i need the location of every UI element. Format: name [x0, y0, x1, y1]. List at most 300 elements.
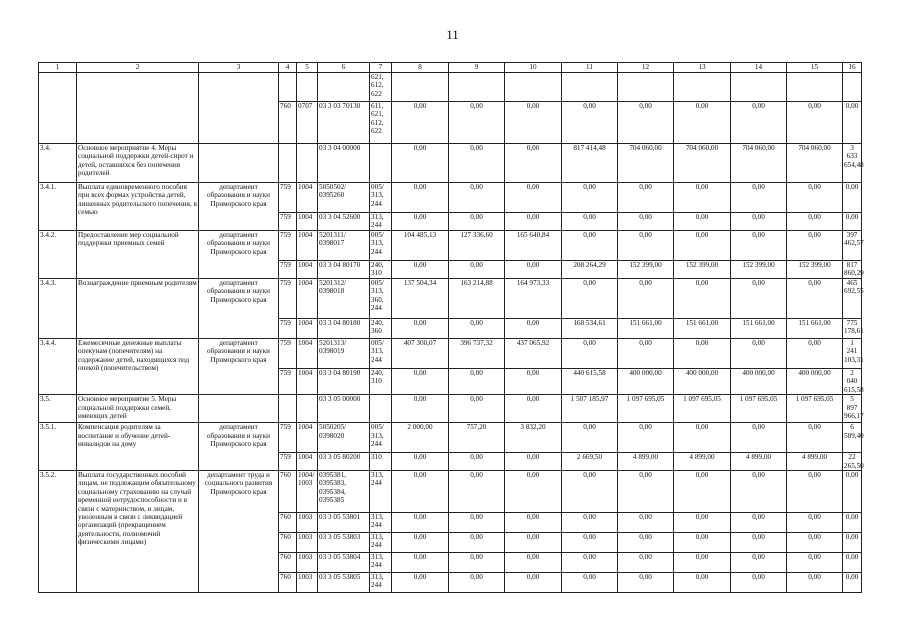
section-code: 1004	[297, 423, 318, 453]
column-number: 2	[77, 63, 199, 73]
grbs-code: 760	[279, 102, 297, 144]
responsible-executor	[199, 73, 279, 144]
year-amount: 400 000,00	[731, 369, 787, 395]
year-amount: 0,00	[449, 553, 505, 573]
year-amount: 1 097 695,05	[618, 395, 674, 423]
total-amount: 0,00	[843, 471, 862, 513]
total-amount: 465 692,55	[843, 279, 862, 319]
year-amount: 0,00	[731, 102, 787, 144]
total-amount: 0,00	[843, 102, 862, 144]
section-code: 1003	[297, 553, 318, 573]
year-amount: 2 000,00	[392, 423, 449, 453]
item-number: 3.5.1.	[39, 423, 77, 471]
item-description: Вознаграждение приемным родителям	[77, 279, 199, 339]
year-amount: 0,00	[618, 533, 674, 553]
year-amount: 0,00	[731, 553, 787, 573]
responsible-executor: департамент труда и социального развития Приморского края	[199, 471, 279, 593]
year-amount	[618, 73, 674, 102]
year-amount: 704 060,00	[618, 144, 674, 183]
grbs-code: 759	[279, 453, 297, 471]
year-amount: 400 000,00	[618, 369, 674, 395]
year-amount: 0,00	[731, 471, 787, 513]
year-amount	[731, 73, 787, 102]
item-description: Компенсация родителям за воспитание и обучение детей-инвалидов на дому	[77, 423, 199, 471]
total-amount: 1 241 103,31	[843, 339, 862, 369]
target-article-code: 03 3 04 80190	[318, 369, 370, 395]
grbs-code: 759	[279, 279, 297, 319]
year-amount: 0,00	[674, 279, 731, 319]
year-amount: 440 615,58	[562, 369, 618, 395]
year-amount: 0,00	[787, 423, 843, 453]
expense-type-code: 313, 244	[370, 573, 392, 593]
section-code	[297, 395, 318, 423]
year-amount: 0,00	[787, 183, 843, 213]
target-article-code: 5201311/ 0398017	[318, 231, 370, 261]
year-amount	[674, 73, 731, 102]
year-amount: 0,00	[618, 573, 674, 593]
item-number: 3.4.4.	[39, 339, 77, 395]
year-amount: 0,00	[731, 231, 787, 261]
year-amount: 0,00	[392, 261, 449, 279]
column-number: 15	[787, 63, 843, 73]
year-amount: 1 097 695,05	[674, 395, 731, 423]
year-amount: 400 000,00	[674, 369, 731, 395]
table-row	[39, 144, 862, 183]
expense-type-code: 313, 244	[370, 513, 392, 533]
column-number: 6	[318, 63, 370, 73]
item-number	[39, 73, 77, 144]
year-amount: 0,00	[731, 279, 787, 319]
grbs-code: 760	[279, 553, 297, 573]
year-amount: 1 097 695,05	[731, 395, 787, 423]
column-number: 10	[505, 63, 562, 73]
year-amount: 704 060,00	[731, 144, 787, 183]
year-amount: 0,00	[618, 513, 674, 533]
section-code	[297, 73, 318, 102]
year-amount: 0,00	[618, 471, 674, 513]
target-article-code: 03 3 04 80180	[318, 319, 370, 339]
year-amount: 4 899,00	[787, 453, 843, 471]
year-amount: 0,00	[618, 213, 674, 231]
grbs-code: 759	[279, 231, 297, 261]
responsible-executor: департамент образования и науки Приморского края	[199, 231, 279, 279]
column-number: 16	[843, 63, 862, 73]
year-amount	[505, 73, 562, 102]
year-amount: 208 264,29	[562, 261, 618, 279]
year-amount: 0,00	[392, 573, 449, 593]
year-amount: 0,00	[449, 183, 505, 213]
year-amount: 0,00	[674, 513, 731, 533]
total-amount	[843, 73, 862, 102]
item-number: 3.4.	[39, 144, 77, 183]
target-article-code: 03 3 03 70130	[318, 102, 370, 144]
year-amount: 151 661,00	[674, 319, 731, 339]
expense-type-code: 005/ 313, 244	[370, 231, 392, 261]
year-amount: 4 899,00	[674, 453, 731, 471]
year-amount: 151 661,00	[618, 319, 674, 339]
grbs-code	[279, 144, 297, 183]
year-amount: 0,00	[731, 183, 787, 213]
year-amount: 0,00	[562, 423, 618, 453]
year-amount: 0,00	[392, 471, 449, 513]
year-amount: 0,00	[449, 513, 505, 533]
target-article-code: 03 3 05 00000	[318, 395, 370, 423]
section-code: 1004	[297, 339, 318, 369]
year-amount: 757,20	[449, 423, 505, 453]
year-amount: 0,00	[787, 533, 843, 553]
section-code: 1004	[297, 319, 318, 339]
grbs-code: 760	[279, 533, 297, 553]
year-amount: 0,00	[618, 231, 674, 261]
year-amount: 0,00	[787, 339, 843, 369]
target-article-code: 03 3 04 00000	[318, 144, 370, 183]
year-amount: 0,00	[787, 231, 843, 261]
year-amount: 137 504,34	[392, 279, 449, 319]
target-article-code: 03 3 05 80200	[318, 453, 370, 471]
year-amount: 0,00	[674, 423, 731, 453]
year-amount: 0,00	[505, 369, 562, 395]
year-amount: 0,00	[731, 423, 787, 453]
year-amount: 396 737,32	[449, 339, 505, 369]
target-article-code: 5050502/ 0395260	[318, 183, 370, 213]
year-amount: 0,00	[562, 471, 618, 513]
target-article-code	[318, 73, 370, 102]
grbs-code	[279, 73, 297, 102]
year-amount: 4 899,00	[731, 453, 787, 471]
item-number: 3.4.2.	[39, 231, 77, 279]
year-amount: 0,00	[505, 573, 562, 593]
grbs-code: 760	[279, 513, 297, 533]
year-amount: 152 399,00	[618, 261, 674, 279]
year-amount: 0,00	[674, 231, 731, 261]
grbs-code: 759	[279, 423, 297, 453]
year-amount: 0,00	[618, 279, 674, 319]
year-amount: 0,00	[392, 513, 449, 533]
year-amount: 0,00	[787, 513, 843, 533]
year-amount: 0,00	[787, 279, 843, 319]
expense-type-code: 005/ 313, 360, 244	[370, 279, 392, 319]
item-description: Выплата государственных пособий лицам, не подлежащим обязательному социальному страхованию на случай временной нетрудоспособности и в связи с материнством, и лицам, уволенным в связи с ликвидацией организаций (прекращением деятельности, полномочий физическими лицами)	[77, 471, 199, 593]
total-amount: 6 589,40	[843, 423, 862, 453]
year-amount: 0,00	[449, 261, 505, 279]
section-code: 1004	[297, 231, 318, 261]
item-description: Предоставление мер социальной поддержки приемных семей	[77, 231, 199, 279]
year-amount: 0,00	[505, 144, 562, 183]
year-amount: 0,00	[618, 553, 674, 573]
year-amount: 0,00	[505, 513, 562, 533]
year-amount: 0,00	[787, 573, 843, 593]
section-code: 1003	[297, 513, 318, 533]
grbs-code: 759	[279, 319, 297, 339]
section-code: 1004/ 1003	[297, 471, 318, 513]
total-amount: 0,00	[843, 573, 862, 593]
section-code: 1004	[297, 213, 318, 231]
year-amount: 0,00	[505, 102, 562, 144]
year-amount: 407 300,07	[392, 339, 449, 369]
section-code: 1004	[297, 279, 318, 319]
year-amount: 151 661,00	[787, 319, 843, 339]
year-amount: 0,00	[731, 573, 787, 593]
year-amount: 0,00	[562, 513, 618, 533]
section-code: 1003	[297, 533, 318, 553]
year-amount: 0,00	[449, 453, 505, 471]
year-amount: 3 832,20	[505, 423, 562, 453]
grbs-code: 759	[279, 339, 297, 369]
table-row	[39, 183, 862, 213]
year-amount: 164 973,33	[505, 279, 562, 319]
column-number: 1	[39, 63, 77, 73]
year-amount: 0,00	[449, 533, 505, 553]
year-amount: 1 097 695,05	[787, 395, 843, 423]
year-amount: 704 060,00	[787, 144, 843, 183]
total-amount: 775 178,61	[843, 319, 862, 339]
year-amount: 400 000,00	[787, 369, 843, 395]
section-code: 0707	[297, 102, 318, 144]
year-amount: 0,00	[449, 471, 505, 513]
responsible-executor: департамент образования и науки Приморского края	[199, 279, 279, 339]
table-row	[39, 395, 862, 423]
year-amount: 127 336,60	[449, 231, 505, 261]
section-code: 1004	[297, 183, 318, 213]
year-amount: 0,00	[449, 573, 505, 593]
total-amount: 0,00	[843, 213, 862, 231]
year-amount: 437 065,92	[505, 339, 562, 369]
item-description	[77, 73, 199, 144]
year-amount: 0,00	[562, 533, 618, 553]
column-number: 5	[297, 63, 318, 73]
year-amount: 0,00	[562, 231, 618, 261]
section-code: 1003	[297, 573, 318, 593]
item-description: Выплата единовременного пособия при всех формах устройства детей, лишенных родительского попечения, в семью	[77, 183, 199, 231]
expense-type-code: 611, 621, 612, 622	[370, 102, 392, 144]
column-number: 3	[199, 63, 279, 73]
expense-type-code	[370, 395, 392, 423]
responsible-executor	[199, 395, 279, 423]
target-article-code: 0395381, 0395383, 0395384, 0395385	[318, 471, 370, 513]
year-amount: 0,00	[674, 573, 731, 593]
year-amount: 0,00	[674, 533, 731, 553]
budget-table	[38, 62, 862, 593]
year-amount: 0,00	[505, 533, 562, 553]
responsible-executor	[199, 144, 279, 183]
item-number: 3.5.2.	[39, 471, 77, 593]
total-amount: 22 265,50	[844, 453, 864, 470]
item-description: Ежемесячные денежные выплаты опекунам (попечителям) на содержание детей, находящихся под опекой (попечительством)	[77, 339, 199, 395]
year-amount: 0,00	[674, 213, 731, 231]
column-number: 14	[731, 63, 787, 73]
section-code	[297, 144, 318, 183]
year-amount: 0,00	[562, 213, 618, 231]
table-row	[39, 471, 862, 513]
target-article-code: 03 3 05 53803	[318, 533, 370, 553]
year-amount: 104 485,13	[392, 231, 449, 261]
column-number: 8	[392, 63, 449, 73]
year-amount: 0,00	[618, 423, 674, 453]
year-amount: 0,00	[392, 144, 449, 183]
grbs-code: 760	[279, 573, 297, 593]
item-description: Основное мероприятие 4. Меры социальной поддержки детей-сирот и детей, оставшихся без попечения родителей	[77, 144, 199, 183]
year-amount: 4 899,00	[618, 453, 674, 471]
total-amount: 0,00	[843, 513, 862, 533]
year-amount: 152 399,00	[731, 261, 787, 279]
target-article-code: 03 3 04 80170	[318, 261, 370, 279]
expense-type-code: 240, 360	[370, 319, 392, 339]
year-amount: 2 669,50	[562, 453, 618, 471]
year-amount: 0,00	[449, 319, 505, 339]
target-article-code: 5201312/ 0398018	[318, 279, 370, 319]
year-amount	[392, 73, 449, 102]
year-amount: 0,00	[505, 261, 562, 279]
year-amount: 0,00	[562, 183, 618, 213]
item-description: Основное мероприятие 5. Меры социальной поддержки семей, имеющих детей	[77, 395, 199, 423]
column-number-row	[39, 63, 862, 73]
item-number: 3.4.1.	[39, 183, 77, 231]
year-amount: 151 661,00	[731, 319, 787, 339]
responsible-executor: департамент образования и науки Приморского края	[199, 423, 279, 471]
column-number: 4	[279, 63, 297, 73]
column-number: 7	[370, 63, 392, 73]
expense-type-code: 005/ 313, 244	[370, 339, 392, 369]
total-amount: 0,00	[843, 553, 862, 573]
grbs-code: 759	[279, 261, 297, 279]
year-amount: 1 507 185,97	[562, 395, 618, 423]
expense-type-code: 240, 310	[370, 369, 392, 395]
table-row	[39, 279, 862, 319]
expense-type-code: 313, 244	[370, 213, 392, 231]
year-amount: 0,00	[674, 471, 731, 513]
year-amount: 0,00	[505, 213, 562, 231]
year-amount: 0,00	[505, 453, 562, 471]
year-amount: 0,00	[562, 279, 618, 319]
year-amount: 0,00	[392, 102, 449, 144]
year-amount: 0,00	[674, 183, 731, 213]
year-amount: 0,00	[731, 513, 787, 533]
column-number: 12	[618, 63, 674, 73]
table-row	[39, 423, 862, 453]
total-amount: 817 860,29	[844, 261, 864, 278]
target-article-code: 03 3 05 53804	[318, 553, 370, 573]
grbs-code: 759	[279, 213, 297, 231]
expense-type-code: 240, 310	[370, 261, 392, 279]
expense-type-code: 005/ 313, 244	[370, 183, 392, 213]
target-article-code: 03 3 05 53805	[318, 573, 370, 593]
year-amount: 0,00	[674, 553, 731, 573]
year-amount: 152 399,00	[674, 261, 731, 279]
expense-type-code: 313, 244	[370, 553, 392, 573]
year-amount: 0,00	[449, 395, 505, 423]
year-amount: 0,00	[392, 183, 449, 213]
year-amount: 704 060,00	[674, 144, 731, 183]
target-article-code: 5050205/ 0398020	[318, 423, 370, 453]
year-amount: 0,00	[392, 453, 449, 471]
year-amount: 0,00	[392, 395, 449, 423]
year-amount: 0,00	[787, 471, 843, 513]
year-amount: 0,00	[562, 573, 618, 593]
section-code: 1004	[297, 453, 318, 471]
year-amount: 0,00	[618, 102, 674, 144]
grbs-code: 759	[279, 369, 297, 395]
table-row	[39, 231, 862, 261]
year-amount: 0,00	[505, 395, 562, 423]
year-amount: 0,00	[618, 183, 674, 213]
total-amount: 0,00	[843, 533, 862, 553]
table-row	[39, 73, 862, 102]
year-amount: 0,00	[731, 339, 787, 369]
page-number: 11	[446, 27, 459, 42]
item-number: 3.4.3.	[39, 279, 77, 339]
expense-type-code: 005/ 313, 244	[370, 423, 392, 453]
total-amount: 397 462,57	[843, 231, 862, 261]
year-amount: 0,00	[392, 369, 449, 395]
expense-type-code	[370, 144, 392, 183]
column-number: 11	[562, 63, 618, 73]
expense-type-code: 313, 244	[370, 533, 392, 553]
year-amount: 0,00	[392, 533, 449, 553]
year-amount: 0,00	[392, 213, 449, 231]
grbs-code	[279, 395, 297, 423]
year-amount: 163 214,88	[449, 279, 505, 319]
year-amount: 0,00	[505, 553, 562, 573]
year-amount: 0,00	[787, 553, 843, 573]
total-amount: 3 633 654,48	[843, 144, 862, 183]
column-number: 13	[674, 63, 731, 73]
year-amount	[787, 73, 843, 102]
year-amount: 0,00	[449, 102, 505, 144]
year-amount: 152 399,00	[787, 261, 843, 279]
year-amount: 817 414,48	[562, 144, 618, 183]
target-article-code: 03 3 04 52600	[318, 213, 370, 231]
year-amount	[562, 73, 618, 102]
section-code: 1004	[297, 261, 318, 279]
expense-type-code: 621, 612, 622	[370, 73, 392, 102]
year-amount: 0,00	[618, 339, 674, 369]
year-amount: 0,00	[674, 102, 731, 144]
year-amount: 0,00	[505, 319, 562, 339]
year-amount	[449, 73, 505, 102]
section-code: 1004	[297, 369, 318, 395]
year-amount: 0,00	[731, 533, 787, 553]
year-amount: 0,00	[674, 339, 731, 369]
table-body	[39, 63, 862, 593]
grbs-code: 759	[279, 183, 297, 213]
year-amount: 0,00	[787, 213, 843, 231]
year-amount: 0,00	[449, 213, 505, 231]
year-amount: 0,00	[562, 102, 618, 144]
expense-type-code: 310	[370, 453, 392, 471]
year-amount: 168 534,61	[562, 319, 618, 339]
year-amount: 0,00	[787, 102, 843, 144]
year-amount: 0,00	[392, 319, 449, 339]
total-amount: 0,00	[843, 183, 862, 213]
target-article-code: 03 3 05 53801	[318, 513, 370, 533]
responsible-executor: департамент образования и науки Приморского края	[199, 183, 279, 231]
year-amount: 0,00	[731, 213, 787, 231]
year-amount: 0,00	[449, 369, 505, 395]
table-row	[39, 339, 862, 369]
year-amount: 0,00	[392, 553, 449, 573]
year-amount: 165 640,84	[505, 231, 562, 261]
grbs-code: 760	[279, 471, 297, 513]
year-amount: 0,00	[562, 339, 618, 369]
year-amount: 0,00	[562, 553, 618, 573]
responsible-executor: департамент образования и науки Приморского края	[199, 339, 279, 395]
item-number: 3.5.	[39, 395, 77, 423]
total-amount: 5 897 966,17	[843, 395, 862, 423]
expense-type-code: 313, 244	[370, 471, 392, 513]
total-amount: 2 040 615,58	[844, 369, 864, 394]
year-amount: 0,00	[505, 471, 562, 513]
target-article-code: 5201313/ 0398019	[318, 339, 370, 369]
